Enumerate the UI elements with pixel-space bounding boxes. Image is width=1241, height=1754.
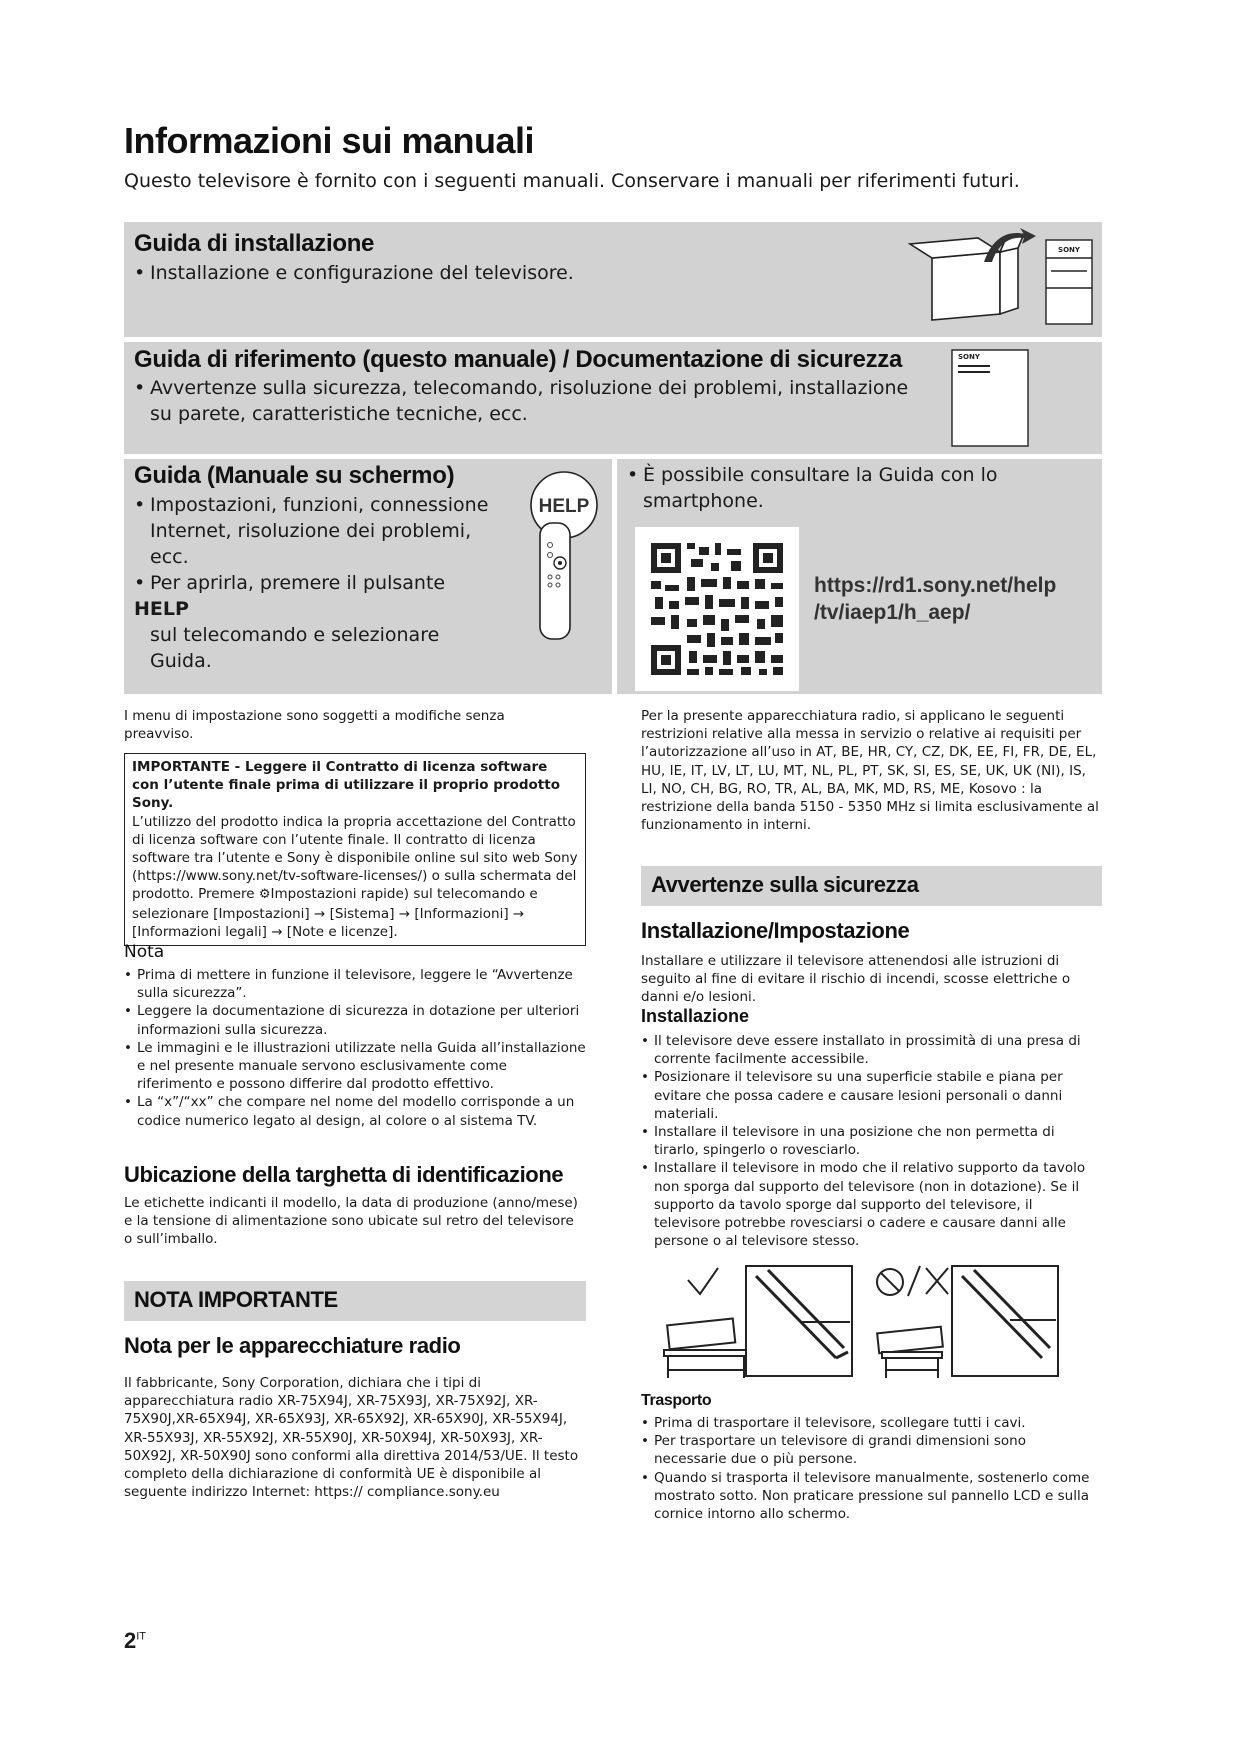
cross-icon [926, 1268, 948, 1294]
list-item: • Leggere la documentazione di sicurezza in dotazione per ulteriori informazioni sulla sicurezza. [124, 1002, 586, 1038]
list-item: • Per trasportare un televisore di grandi dimensioni sono necessarie due o più persone. [641, 1432, 1102, 1468]
install-setup-text: Installare e utilizzare il televisore attenendosi alle istruzioni di seguito al fine di evitare il rischio di incendi, scosse elettriche o danni e/o lesioni. [641, 953, 1071, 1006]
setup-guide-bullet: • Installazione e configurazione del televisore. [134, 262, 574, 284]
reference-guide-bullet: • Avvertenze sulla sicurezza, telecomando, risoluzione dei problemi, installazione su parete, caratteristiche tecniche, ecc. [134, 377, 909, 425]
stand-placement-illustration [660, 1262, 1090, 1382]
radio-restriction-text: Per la presente apparecchiatura radio, si applicano le seguenti restrizioni relative alla messa in servizio o relative ai requisiti per l’autorizzazione all’uso in AT, BE, HR, CY, CZ, DK, EE, FI, FR, DE, EL, HU, IE, IT, LV, LT, LU, MT, NL, PL, PT, SK, SI, ES, SE, UK, UK (NI), IS, LI, NO, CH, BG, RO, TR, AL, BA, MK, MD, RS, ME, Kosovo : la restrizione della banda 5150 - 5350 MHz si limita esclusivamente al funzionamento in interni. [641, 708, 1099, 834]
license-notice-text: L’utilizzo del prodotto indica la propria accettazione del Contratto di licenza software con l’utente finale. Il contratto di licenza software tra l’utente e Sony è disponibile online sul sito web Sony (https://www.sony.net/tv-software-licenses/) o sulla schermata del prodotto. Premere ⚙Impostazioni rapide) sul telecomando e selezionare [Impostazioni] → [Sistema] → [Informazioni] → [Informazioni legali] → [Note e licenze]. [132, 813, 578, 940]
help-guide-title: Guida (Manuale su schermo) [134, 462, 455, 489]
reference-manual-icon [950, 348, 1030, 448]
list-item: • Installare il televisore in una posizione che non permetta di tirarlo, spingerlo o rovesciarlo. [641, 1123, 1102, 1159]
license-notice-box [124, 753, 586, 946]
list-item: • Il televisore deve essere installato in prossimità di una presa di corrente facilmente accessibile. [641, 1032, 1102, 1068]
package-box-icon [910, 234, 1024, 320]
help-guide-bullets: • Impostazioni, funzioni, connessione Internet, risoluzione dei problemi, ecc. • Per aprirla, premere il pulsante HELP sul telecomando e selezionare Guida. [134, 494, 489, 672]
install-setup-heading: Installazione/Impostazione [641, 918, 910, 943]
incorrect-placement-figure [877, 1266, 1058, 1378]
smartphone-help-panel [617, 459, 1102, 694]
setup-booklet-brand: SONY [1058, 246, 1080, 254]
box-and-guide-illustration [896, 228, 1096, 332]
menu-change-note: I menu di impostazione sono soggetti a modifiche senza preavviso. [124, 708, 505, 743]
radio-note-text: Il fabbricante, Sony Corporation, dichiara che i tipi di apparecchiatura radio XR-75X94J, XR-75X93J, XR-75X92J, XR-75X90J,XR-65X94J, XR-65X93J, XR-65X92J, XR-65X90J, XR-55X94J, XR-55X93J, XR-55X92J, XR-55X90J, XR-50X94J, XR-50X93J, XR-50X92J, XR-50X90J sono conformi alla direttiva 2014/53/UE. Il testo completo della dichiarazione di conformità UE è disponibile al seguente indirizzo Internet: https:// compliance.sony.eu [124, 1375, 579, 1501]
checkmark-icon [688, 1268, 718, 1294]
label-location-heading: Ubicazione della targhetta di identificazione [124, 1162, 564, 1187]
smartphone-bullet: • È possibile consultare la Guida con lo smartphone. [627, 464, 998, 512]
list-item: • Prima di trasportare il televisore, scollegare tutti i cavi. [641, 1414, 1102, 1432]
list-item: • Quando si trasporta il televisore manualmente, sostenerlo come mostrato sotto. Non praticare pressione sul pannello LCD e sulla cornice intorno allo schermo. [641, 1469, 1102, 1524]
nota-list [124, 966, 586, 1130]
safety-warnings-bar: Avvertenze sulla sicurezza [641, 866, 1102, 906]
correct-placement-figure [664, 1266, 852, 1378]
setup-guide-title: Guida di installazione [134, 230, 375, 257]
installation-list [641, 1032, 1102, 1250]
page-title: Informazioni sui manuali [124, 120, 535, 161]
reference-guide-panel [124, 342, 1102, 454]
language-code: IT [136, 1630, 147, 1643]
reference-manual-brand: SONY [958, 353, 980, 361]
license-notice-heading: IMPORTANTE - Leggere il Contratto di licenza software con l’utente finale prima di utilizzare il proprio prodotto Sony. [132, 759, 560, 812]
page-number: $2^{IT}$ [124, 1628, 147, 1653]
list-item: • Installare il televisore in modo che il relativo supporto da tavolo non sporga dal supporto del televisore (non in dotazione). Se il supporto da tavolo sporge dal supporto del televisore, il televisore potrebbe rovesciarsi o cadere e causare danni alle persone o al televisore stesso. [641, 1159, 1102, 1250]
help-badge: HELP [538, 496, 590, 517]
remote-control-icon [540, 523, 570, 639]
transport-heading: Trasporto [641, 1392, 712, 1409]
setup-guide-panel [124, 222, 1102, 337]
qr-code-container [635, 527, 799, 691]
reference-guide-title: Guida di riferimento (questo manuale) / Documentazione di sicurezza [134, 346, 903, 373]
nota-heading: Nota [124, 942, 165, 962]
label-location-text: Le etichette indicanti il modello, la data di produzione (anno/mese) e la tensione di alimentazione sono ubicate sul retro del televisore o sull’imballo. [124, 1195, 578, 1248]
list-item: • Prima di mettere in funzione il televisore, leggere le “Avvertenze sulla sicurezza”. [124, 966, 586, 1002]
list-item: • Posizionare il televisore su una superficie stabile e piana per evitare che possa cadere e causare lesioni personali o danni materiali. [641, 1068, 1102, 1123]
radio-note-heading: Nota per le apparecchiature radio [124, 1333, 461, 1358]
help-guide-panel [124, 459, 612, 694]
important-note-bar: NOTA IMPORTANTE [124, 1281, 586, 1321]
list-item: • La “x”/“xx” che compare nel nome del modello corrisponde a un codice numerico legato al design, al colore o al sistema TV. [124, 1093, 586, 1129]
help-url[interactable]: https://rd1.sony.net/help /tv/iaep1/h_aep/ [814, 574, 1057, 624]
remote-help-illustration [524, 465, 608, 645]
installation-heading: Installazione [641, 1006, 750, 1026]
list-item: • Le immagini e le illustrazioni utilizzate nella Guida all’installazione e nel presente manuale servono esclusivamente come riferimento e possono differire dal prodotto effettivo. [124, 1039, 586, 1094]
qr-code[interactable] [635, 527, 799, 691]
page-subtitle: Questo televisore è fornito con i seguenti manuali. Conservare i manuali per riferimenti futuri. [124, 170, 1020, 192]
gear-icon: ⚙ [258, 887, 271, 903]
transport-list [641, 1414, 1102, 1523]
